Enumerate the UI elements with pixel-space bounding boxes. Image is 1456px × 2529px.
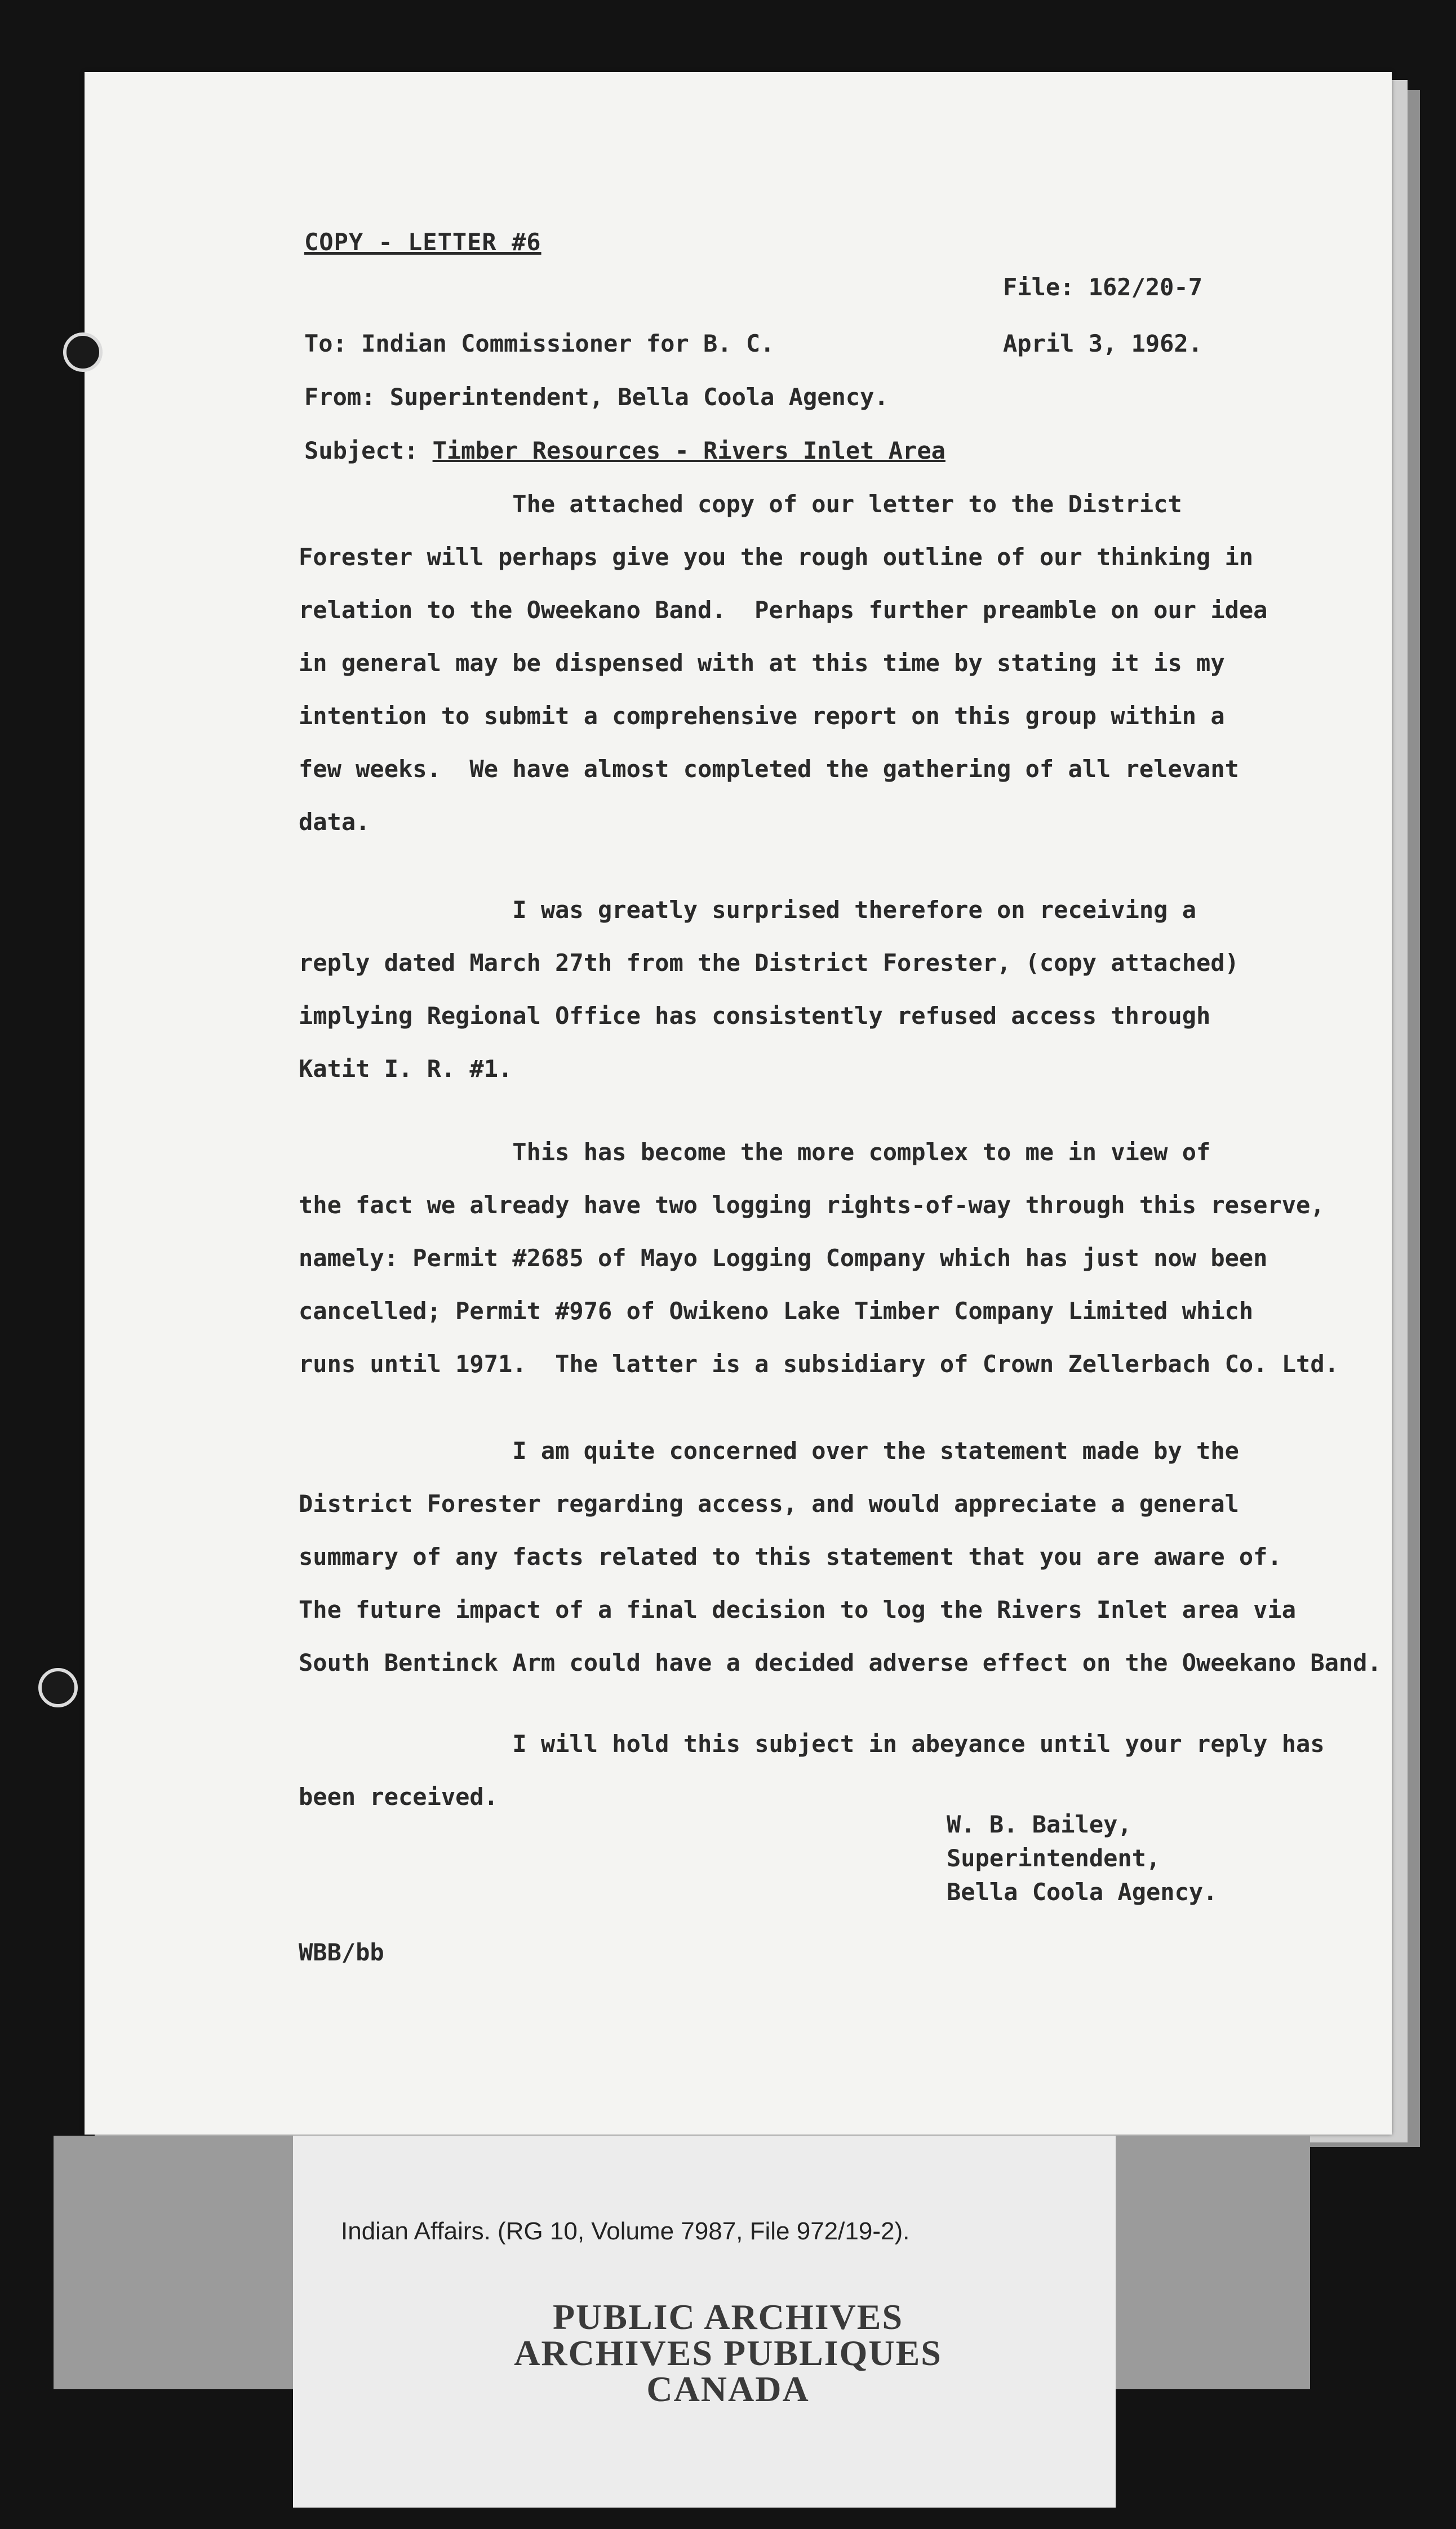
paragraph-3: [299, 1126, 1397, 1391]
file-number: File: 162/20-7: [1003, 273, 1203, 301]
subject-label: Subject:: [304, 437, 419, 464]
stamp-line-3: CANADA: [646, 2369, 810, 2409]
paragraph-5: [299, 1718, 1397, 1823]
signatory-name: W. B. Bailey,: [947, 1811, 1132, 1838]
paragraph-text: I was greatly surprised therefore on receiving a reply dated March 27th from the District Forester, (copy attached) implying Regional Office has consistently refused access through Katit I. R. #1.: [299, 896, 1239, 1082]
subject-text: Timber Resources - Rivers Inlet Area: [432, 437, 945, 464]
paragraph-2: [299, 884, 1397, 1095]
paragraph-4: [299, 1425, 1397, 1689]
paragraph-text: I will hold this subject in abeyance until your reply has been received.: [299, 1730, 1325, 1811]
stamp-line-2: ARCHIVES PUBLIQUES: [514, 2333, 942, 2373]
signatory-title: Superintendent,: [947, 1844, 1161, 1872]
punch-hole: [38, 1668, 78, 1707]
punch-hole: [63, 332, 103, 372]
typist-initials: WBB/bb: [299, 1938, 384, 1966]
from-line: From: Superintendent, Bella Coola Agency.: [304, 383, 889, 411]
archive-reference: Indian Affairs. (RG 10, Volume 7987, File 972/19-2).: [341, 2217, 910, 2245]
to-line: To: Indian Commissioner for B. C.: [304, 330, 775, 357]
subject-line: [304, 424, 945, 477]
signature-block: [947, 1808, 1217, 1909]
letter-page: [85, 72, 1392, 2135]
paragraph-text: This has become the more complex to me in view of the fact we already have two logging rights-of-way through this reserve, namely: Permit #2685 of Mayo Logging Company which has just now been cancelled; Permit #976 of Owikeno Lake Timber Company Limited which runs until 1971. The latter is a subsidiary of Crown Zellerbach Co. Ltd.: [299, 1138, 1339, 1378]
signatory-agency: Bella Coola Agency.: [947, 1878, 1218, 1906]
paragraph-1: [299, 478, 1397, 849]
archive-stamp: [0, 2299, 1456, 2407]
paragraph-text: The attached copy of our letter to the District Forester will perhaps give you the rough outline of our thinking in relation to the Oweekano Band. Perhaps further preamble on our idea in general may be dispensed with at this time by stating it is my intention to submit a comprehensive report on this group within a few weeks. We have almost completed the gathering of all relevant data.: [299, 490, 1268, 836]
paragraph-text: I am quite concerned over the statement made by the District Forester regarding access, and would appreciate a general summary of any facts related to this statement that you are aware of. The future impact of a final decision to log the Rivers Inlet area via South Bentinck Arm could have a decided adverse effect on the Oweekano Band.: [299, 1437, 1382, 1676]
stamp-line-1: PUBLIC ARCHIVES: [552, 2297, 904, 2337]
copy-header: COPY - LETTER #6: [304, 228, 541, 256]
letter-date: April 3, 1962.: [1003, 330, 1203, 357]
